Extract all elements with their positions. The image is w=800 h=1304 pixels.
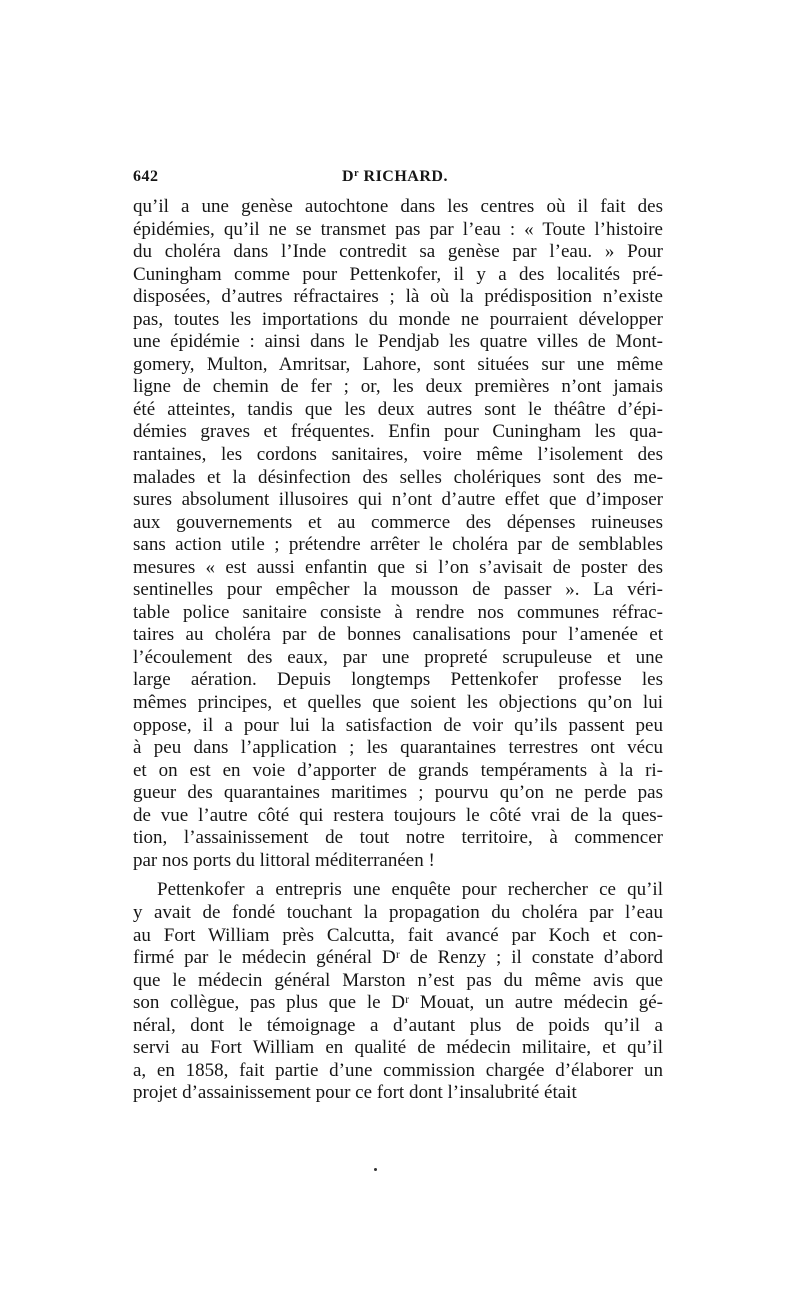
text-line: projet d’assainissement pour ce fort dont l’insalubrité était xyxy=(133,1082,577,1104)
text-line: aux gouvernements et au commerce des dépenses ruineuses xyxy=(133,511,663,533)
text-line: et on est en voie d’apporter de grands tempéraments à la ri- xyxy=(133,759,663,781)
text-line: l’écoulement des eaux, par une propreté scrupuleuse et une xyxy=(133,646,663,668)
running-head xyxy=(133,168,663,192)
text-line: y avait de fondé touchant la propagation du choléra par l’eau xyxy=(133,901,663,923)
text-line: rantaines, les cordons sanitaires, voire même l’isolement des xyxy=(133,444,663,466)
text-line: servi au Fort William en qualité de médecin militaire, et qu’il xyxy=(133,1037,663,1059)
text-line: épidémies, qu’il ne se transmet pas par l’eau : « Toute l’histoire xyxy=(133,218,663,240)
text-line: à peu dans l’application ; les quarantaines terrestres ont vécu xyxy=(133,737,663,759)
text-line: qu’il a une genèse autochtone dans les centres où il fait des xyxy=(133,196,663,217)
author-name: RICHARD. xyxy=(359,168,448,185)
author-superscript: r xyxy=(354,168,360,179)
text-line: disposées, d’autres réfractaires ; là où la prédisposition n’existe xyxy=(133,286,663,308)
text-line: tion, l’assainissement de tout notre territoire, à commencer xyxy=(133,827,663,849)
text-line: a, en 1858, fait partie d’une commission chargée d’élaborer un xyxy=(133,1059,663,1081)
paragraph xyxy=(133,879,663,1104)
print-speck xyxy=(374,1168,377,1171)
text-line: de vue l’autre côté qui restera toujours le côté vrai de la ques- xyxy=(133,804,663,826)
text-line: du choléra dans l’Inde contredit sa genèse par l’eau. » Pour xyxy=(133,241,663,263)
paragraph-gap xyxy=(133,872,663,879)
running-title xyxy=(342,168,448,186)
page-number: 642 xyxy=(133,168,159,185)
body-text xyxy=(133,196,663,1105)
text-line: taires au choléra par de bonnes canalisations pour l’amenée et xyxy=(133,624,663,646)
text-line: que le médecin général Marston n’est pas du même avis que xyxy=(133,969,663,991)
text-line: par nos ports du littoral méditerranéen ! xyxy=(133,849,435,871)
text-line: large aération. Depuis longtemps Pettenkofer professe les xyxy=(133,669,663,691)
text-line: Pettenkofer a entrepris une enquête pour rechercher ce qu’il xyxy=(157,879,663,901)
author-prefix: D xyxy=(342,168,355,185)
text-line: sures absolument illusoires qui n’ont d’autre effet que d’imposer xyxy=(133,489,663,511)
text-line: gueur des quarantaines maritimes ; pourvu qu’on ne perde pas xyxy=(133,782,663,804)
text-line: ligne de chemin de fer ; or, les deux premières n’ont jamais xyxy=(133,376,663,398)
text-line: néral, dont le témoignage a d’autant plus de poids qu’il a xyxy=(133,1014,663,1036)
text-line: firmé par le médecin général Dʳ de Renzy ; il constate d’abord xyxy=(133,947,663,969)
text-line: malades et la désinfection des selles cholériques sont des me- xyxy=(133,466,663,488)
text-line: mêmes principes, et quelles que soient les objections qu’on lui xyxy=(133,692,663,714)
text-line: été atteintes, tandis que les deux autres sont le théâtre d’épi- xyxy=(133,398,663,420)
text-line: son collègue, pas plus que le Dʳ Mouat, un autre médecin gé- xyxy=(133,992,663,1014)
text-line: pas, toutes les importations du monde ne pourraient développer xyxy=(133,308,663,330)
text-line: une épidémie : ainsi dans le Pendjab les quatre villes de Mont- xyxy=(133,331,663,353)
paragraph xyxy=(133,196,663,872)
text-line: gomery, Multon, Amritsar, Lahore, sont situées sur une même xyxy=(133,353,663,375)
text-line: table police sanitaire consiste à rendre nos communes réfrac- xyxy=(133,601,663,623)
text-line: mesures « est aussi enfantin que si l’on s’avisait de poster des xyxy=(133,556,663,578)
text-line: Cuningham comme pour Pettenkofer, il y a des localités pré- xyxy=(133,263,663,285)
text-line: démies graves et fréquentes. Enfin pour Cuningham les qua- xyxy=(133,421,663,443)
text-line: oppose, il a pour lui la satisfaction de voir qu’ils passent peu xyxy=(133,714,663,736)
text-line: au Fort William près Calcutta, fait avancé par Koch et con- xyxy=(133,924,663,946)
text-line: sentinelles pour empêcher la mousson de passer ». La véri- xyxy=(133,579,663,601)
text-line: sans action utile ; prétendre arrêter le choléra par de semblables xyxy=(133,534,663,556)
